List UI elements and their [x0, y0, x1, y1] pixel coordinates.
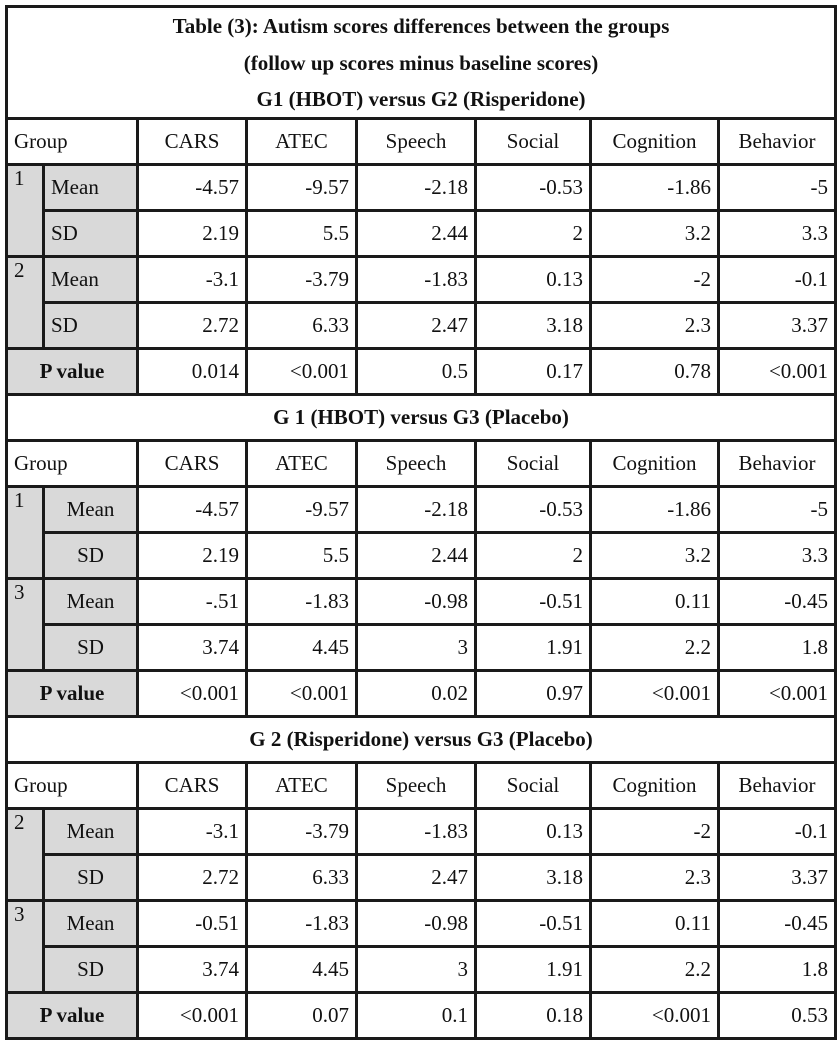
- value-cell: -0.45: [719, 579, 836, 625]
- stat-label-cell: Mean: [44, 257, 138, 303]
- value-cell: -5: [719, 487, 836, 533]
- pvalue-cell: 0.02: [357, 671, 476, 717]
- value-cell: 4.45: [247, 947, 357, 993]
- value-cell: 3: [357, 625, 476, 671]
- value-cell: 1.8: [719, 947, 836, 993]
- value-cell: 2.72: [138, 303, 247, 349]
- pvalue-cell: <0.001: [247, 671, 357, 717]
- pvalue-cell: 0.97: [476, 671, 591, 717]
- stat-label-cell: SD: [44, 303, 138, 349]
- value-cell: -2: [591, 257, 719, 303]
- column-header: CARS: [138, 441, 247, 487]
- group-id-cell: 1: [7, 487, 44, 579]
- value-cell: 1.91: [476, 625, 591, 671]
- pvalue-label: P value: [7, 349, 138, 395]
- value-cell: 3.37: [719, 303, 836, 349]
- value-cell: 3.3: [719, 211, 836, 257]
- group-id-cell: 3: [7, 579, 44, 671]
- table-row: [7, 579, 836, 625]
- value-cell: -3.1: [138, 257, 247, 303]
- header-row: [7, 441, 836, 487]
- value-cell: -9.57: [247, 165, 357, 211]
- stat-label-cell: SD: [44, 211, 138, 257]
- table-row: [7, 625, 836, 671]
- pvalue-cell: 0.1: [357, 993, 476, 1039]
- value-cell: -0.53: [476, 487, 591, 533]
- pvalue-cell: <0.001: [591, 671, 719, 717]
- column-header: Behavior: [719, 763, 836, 809]
- pvalue-cell: 0.07: [247, 993, 357, 1039]
- column-header: Behavior: [719, 441, 836, 487]
- value-cell: -3.1: [138, 809, 247, 855]
- value-cell: -0.1: [719, 257, 836, 303]
- value-cell: 3.37: [719, 855, 836, 901]
- pvalue-cell: <0.001: [719, 349, 836, 395]
- pvalue-row: [7, 349, 836, 395]
- pvalue-cell: <0.001: [591, 993, 719, 1039]
- value-cell: 0.11: [591, 901, 719, 947]
- value-cell: -0.51: [138, 901, 247, 947]
- pvalue-row: [7, 993, 836, 1039]
- table-row: [7, 855, 836, 901]
- value-cell: -2.18: [357, 487, 476, 533]
- column-header: CARS: [138, 119, 247, 165]
- column-header: Cognition: [591, 441, 719, 487]
- value-cell: 3.3: [719, 533, 836, 579]
- column-header: Cognition: [591, 763, 719, 809]
- table-row: [7, 947, 836, 993]
- value-cell: -3.79: [247, 257, 357, 303]
- value-cell: -9.57: [247, 487, 357, 533]
- stat-label-cell: Mean: [44, 809, 138, 855]
- value-cell: 0.13: [476, 257, 591, 303]
- value-cell: -2: [591, 809, 719, 855]
- section-heading: G1 (HBOT) versus G2 (Risperidone): [7, 83, 836, 119]
- pvalue-cell: 0.014: [138, 349, 247, 395]
- value-cell: 6.33: [247, 855, 357, 901]
- header-row: [7, 763, 836, 809]
- value-cell: -2.18: [357, 165, 476, 211]
- value-cell: 3.18: [476, 855, 591, 901]
- value-cell: 2.3: [591, 855, 719, 901]
- stat-label-cell: SD: [44, 855, 138, 901]
- value-cell: 2.2: [591, 625, 719, 671]
- value-cell: -0.1: [719, 809, 836, 855]
- value-cell: 2.72: [138, 855, 247, 901]
- pvalue-cell: <0.001: [138, 671, 247, 717]
- value-cell: -1.83: [357, 257, 476, 303]
- value-cell: 2.47: [357, 855, 476, 901]
- column-header: Social: [476, 119, 591, 165]
- value-cell: -0.51: [476, 579, 591, 625]
- stat-label-cell: SD: [44, 625, 138, 671]
- table-row: [7, 257, 836, 303]
- table-title-line: (follow up scores minus baseline scores): [7, 45, 836, 83]
- results-table: [5, 5, 837, 1040]
- value-cell: 0.13: [476, 809, 591, 855]
- value-cell: -4.57: [138, 487, 247, 533]
- table-row: [7, 211, 836, 257]
- column-header-group: Group: [7, 119, 138, 165]
- pvalue-cell: 0.78: [591, 349, 719, 395]
- value-cell: -1.83: [247, 901, 357, 947]
- value-cell: 2.2: [591, 947, 719, 993]
- value-cell: 2.47: [357, 303, 476, 349]
- value-cell: -1.86: [591, 165, 719, 211]
- group-id-cell: 1: [7, 165, 44, 257]
- stat-label-cell: SD: [44, 947, 138, 993]
- value-cell: 3.2: [591, 533, 719, 579]
- value-cell: 5.5: [247, 533, 357, 579]
- value-cell: 2.19: [138, 533, 247, 579]
- value-cell: -1.83: [247, 579, 357, 625]
- value-cell: 6.33: [247, 303, 357, 349]
- value-cell: 2.44: [357, 211, 476, 257]
- value-cell: 1.8: [719, 625, 836, 671]
- pvalue-label: P value: [7, 993, 138, 1039]
- value-cell: -0.51: [476, 901, 591, 947]
- pvalue-cell: <0.001: [247, 349, 357, 395]
- value-cell: 3: [357, 947, 476, 993]
- value-cell: -0.98: [357, 901, 476, 947]
- table-title-line: Table (3): Autism scores differences between the groups: [7, 7, 836, 45]
- column-header-group: Group: [7, 441, 138, 487]
- table-row: [7, 303, 836, 349]
- pvalue-cell: <0.001: [719, 671, 836, 717]
- pvalue-cell: 0.17: [476, 349, 591, 395]
- value-cell: -1.86: [591, 487, 719, 533]
- value-cell: 3.2: [591, 211, 719, 257]
- value-cell: 4.45: [247, 625, 357, 671]
- pvalue-cell: 0.53: [719, 993, 836, 1039]
- stat-label-cell: Mean: [44, 579, 138, 625]
- stat-label-cell: SD: [44, 533, 138, 579]
- value-cell: 1.91: [476, 947, 591, 993]
- column-header: CARS: [138, 763, 247, 809]
- column-header: ATEC: [247, 119, 357, 165]
- column-header: Social: [476, 763, 591, 809]
- stat-label-cell: Mean: [44, 165, 138, 211]
- value-cell: 2.3: [591, 303, 719, 349]
- column-header: ATEC: [247, 441, 357, 487]
- pvalue-label: P value: [7, 671, 138, 717]
- value-cell: 0.11: [591, 579, 719, 625]
- column-header-group: Group: [7, 763, 138, 809]
- column-header: Cognition: [591, 119, 719, 165]
- value-cell: -5: [719, 165, 836, 211]
- table-row: [7, 165, 836, 211]
- header-row: [7, 119, 836, 165]
- section-heading: G 2 (Risperidone) versus G3 (Placebo): [7, 717, 836, 763]
- value-cell: 5.5: [247, 211, 357, 257]
- value-cell: 3.18: [476, 303, 591, 349]
- stat-label-cell: Mean: [44, 901, 138, 947]
- table-row: [7, 487, 836, 533]
- group-id-cell: 3: [7, 901, 44, 993]
- value-cell: 2: [476, 211, 591, 257]
- value-cell: -0.45: [719, 901, 836, 947]
- value-cell: 3.74: [138, 625, 247, 671]
- value-cell: 2.44: [357, 533, 476, 579]
- stat-label-cell: Mean: [44, 487, 138, 533]
- column-header: Speech: [357, 119, 476, 165]
- value-cell: 2: [476, 533, 591, 579]
- value-cell: -1.83: [357, 809, 476, 855]
- pvalue-cell: 0.18: [476, 993, 591, 1039]
- table-row: [7, 809, 836, 855]
- pvalue-cell: 0.5: [357, 349, 476, 395]
- pvalue-cell: <0.001: [138, 993, 247, 1039]
- pvalue-row: [7, 671, 836, 717]
- group-id-cell: 2: [7, 809, 44, 901]
- section-heading: G 1 (HBOT) versus G3 (Placebo): [7, 395, 836, 441]
- column-header: Speech: [357, 441, 476, 487]
- column-header: Social: [476, 441, 591, 487]
- column-header: Behavior: [719, 119, 836, 165]
- value-cell: -0.98: [357, 579, 476, 625]
- value-cell: 3.74: [138, 947, 247, 993]
- group-id-cell: 2: [7, 257, 44, 349]
- table-row: [7, 901, 836, 947]
- column-header: ATEC: [247, 763, 357, 809]
- value-cell: 2.19: [138, 211, 247, 257]
- value-cell: -4.57: [138, 165, 247, 211]
- table-row: [7, 533, 836, 579]
- value-cell: -3.79: [247, 809, 357, 855]
- value-cell: -0.53: [476, 165, 591, 211]
- column-header: Speech: [357, 763, 476, 809]
- value-cell: -.51: [138, 579, 247, 625]
